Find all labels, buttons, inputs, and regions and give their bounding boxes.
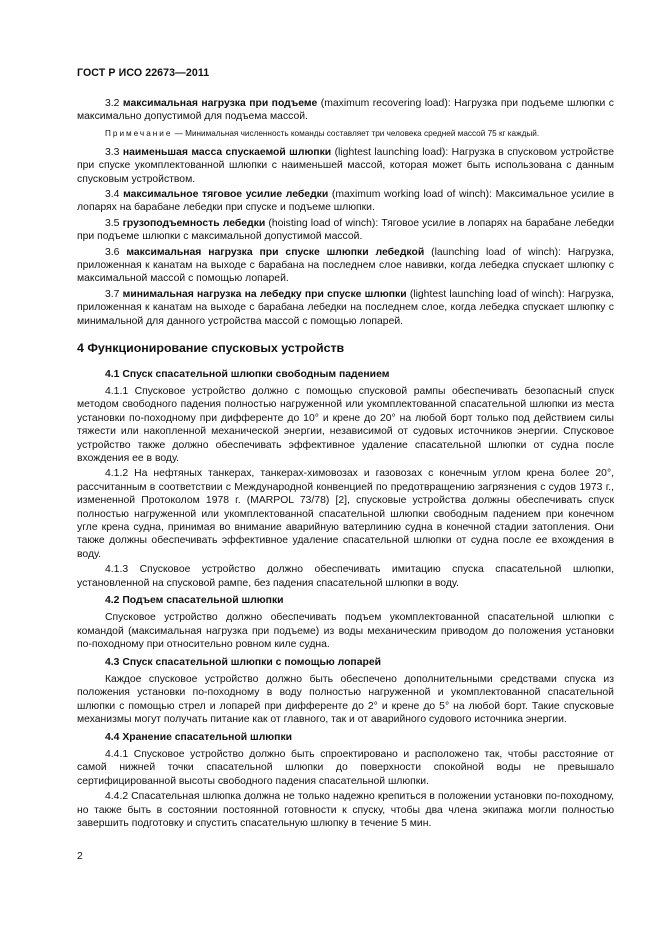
paragraph-4-1-1: 4.1.1 Спусковое устройство должно с помощью спусковой рампы обеспечивать безопасный спуск методом свободного падения полностью нагруженной или укомплектованной спасательной шлюпки из места установки по-походному при дифференте до 10° и крене до 20° на любой борт только под действием силы тяжести или накопленной механической энергии, независимой от судовых источников энергии. Спусковое устройство также должно обеспечивать эффективное удаление спасательной шлюпки от судна после вхождения ее в воду. xyxy=(77,385,614,464)
subsection-4-1-title: 4.1 Спуск спасательной шлюпки свободным падением xyxy=(105,368,390,380)
document-header: ГОСТ Р ИСО 22673—2011 xyxy=(77,67,210,79)
note: Примечание — Минимальная численность команды составляет три человека средней массой 75 кг каждый. xyxy=(105,128,540,138)
definition-3-3: 3.3 наименьшая масса спускаемой шлюпки (lightest launching load): Нагрузка в спусковом устройстве при спуске укомплектованной шлюпки с наименьшей массой, которая может быть использована с данным спусковым устройством. xyxy=(77,146,614,185)
subsection-4-3-title: 4.3 Спуск спасательной шлюпки с помощью лопарей xyxy=(105,656,381,668)
definition-3-4: 3.4 максимальное тяговое усилие лебедки (maximum working load of winch): Максимальное усилие в лопарях на барабане лебедки при спуске и подъеме шлюпки. xyxy=(77,189,615,214)
paragraph-4-3: Каждое спусковое устройство должно быть обеспечено дополнительными средствами спуска из положения установки по-походному в воду полностью нагруженной и укомплектованной спасательной шлюпки с помощью стрел и лопарей при дифференте до 2° и крене до 5° на любой борт. Такие спусковые механизмы могут получать питание как от главного, так и от аварийного судового источника энергии. xyxy=(77,674,614,726)
subsection-4-4-title: 4.4 Хранение спасательной шлюпки xyxy=(105,731,293,743)
paragraph-4-2: Спусковое устройство должно обеспечивать подъем укомплектованной спасательной шлюпки с командой (максимальная нагрузка при подъеме) из воды механическим приводом до положения установки по-походному при относительно ровном киле судна. xyxy=(77,612,614,651)
paragraph-4-4-2: 4.4.2 Спасательная шлюпка должна не только надежно крепиться в положении установки по-походному, но также быть в состоянии постоянной готовности к спуску, чтобы два члена экипажа могли полностью завершить подготовку и спустить спасательную шлюпку в течение 5 мин. xyxy=(77,791,614,830)
paragraph-4-1-3: 4.1.3 Спусковое устройство должно обеспечивать имитацию спуска спасательной шлюпки, установленной на спусковой рампе, без падения спасательной шлюпки в воду. xyxy=(77,564,614,589)
definition-3-5: 3.5 грузоподъемность лебедки (hoisting load of winch): Тяговое усилие в лопарях на барабане лебедки при подъеме шлюпки с максимальной допустимой массой. xyxy=(77,217,614,243)
definition-3-7: 3.7 минимальная нагрузка на лебедку при спуске шлюпки (lightest launching load of winch): Нагрузка, приложенная к канатам на выходе с барабана лебедки на последнем слое, когда лебедка спускает шлюпку с минимальной для данного устройства массой с помощью лопарей. xyxy=(77,288,615,327)
page-number: 2 xyxy=(77,851,83,862)
paragraph-4-4-1: 4.4.1 Спусковое устройство должно быть спроектировано и расположено так, чтобы расстояние от самой нижней точки спасательной шлюпки до поверхности спокойной воды не превышало сертифицированной высоты свободного падения спасательной шлюпки. xyxy=(77,749,614,787)
section-4-title: 4 Функционирование спусковых устройств xyxy=(77,341,345,356)
document-body xyxy=(77,97,614,833)
subsection-4-2-title: 4.2 Подъем спасательной шлюпки xyxy=(105,595,284,606)
definition-3-2: 3.2 максимальная нагрузка при подъеме (maximum recovering load): Нагрузка при подъеме шлюпки с максимально допустимой для подъема массой. xyxy=(77,98,614,123)
paragraph-4-1-2: 4.1.2 На нефтяных танкерах, танкерах-химовозах и газовозах с конечным углом крена более 20°, рассчитанным в соответствии с Международной конвенцией по предотвращению загрязнения с судов 1973 г., измененной Протоколом 1978 г. (MARPOL 73/78) [2], спусковые устройства должны обеспечивать спуск полностью нагруженной или укомплектованной спасательной шлюпки свободным падением при конечном угле крена судна, принимая во внимание аварийную ватерлинию судна в конечной стадии затопления. Они также должны обеспечивать эффективное удаление спасательной шлюпки от судна после ее вхождения в воду. xyxy=(77,468,614,560)
definition-3-6: 3.6 максимальная нагрузка при спуске шлюпки лебедкой (launching load of winch): Нагрузка, приложенная к канатам на выходе с барабана на последнем слое навивки, когда лебедка спускает шлюпку с максимальной массой с помощью лопарей. xyxy=(77,246,614,285)
